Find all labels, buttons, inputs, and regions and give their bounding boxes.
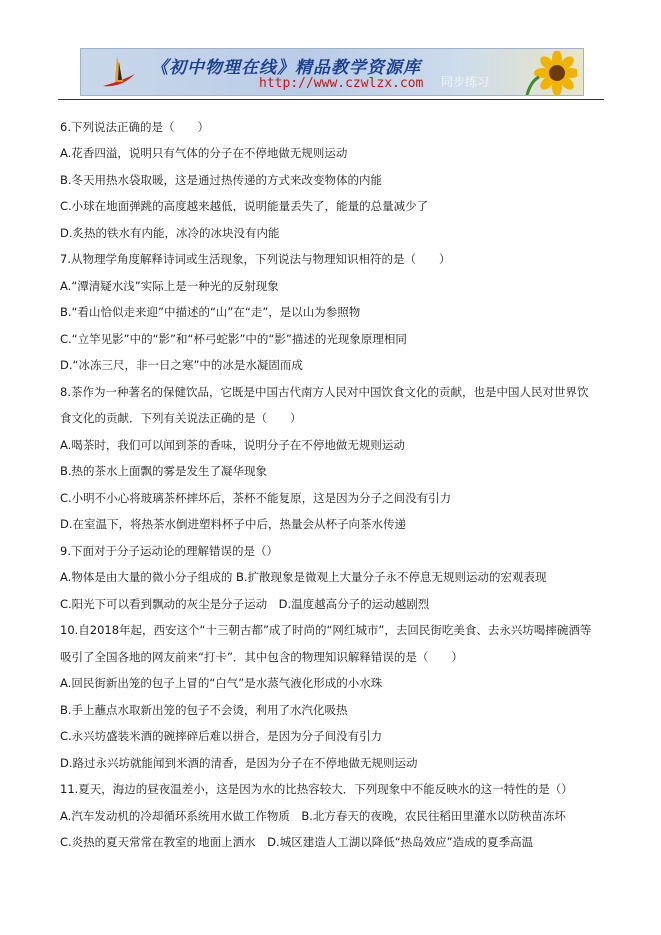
question-10-stem: 10.自2018年起，西安这个“十三朝古都”成了时尚的“网红城市”，去回民街吃美食、去永兴坊喝摔碗酒等 bbox=[60, 623, 592, 637]
question-6-option-a: A.花香四溢，说明只有气体的分子在不停地做无规则运动 bbox=[60, 146, 348, 160]
banner-title: 《初中物理在线》精品教学资源库 bbox=[151, 58, 421, 78]
question-9-options-ab: A.物体是由大量的微小分子组成的 B.扩散现象是微观上大量分子永不停息无规则运动的宏观表现 bbox=[60, 570, 547, 584]
question-8-option-b: B.热的茶水上面飘的雾是发生了凝华现象 bbox=[60, 464, 268, 478]
banner-watermark: 同步练习 bbox=[441, 75, 490, 89]
question-8-option-a: A.喝茶时，我们可以闻到茶的香味，说明分子在不停地做无规则运动 bbox=[60, 438, 405, 452]
question-11-options-cd: C.炎热的夏天常常在教室的地面上洒水 D.城区建造人工湖以降低“热岛效应”造成的夏季高温 bbox=[60, 835, 534, 849]
question-6-option-d: D.炙热的铁水有内能，冰冷的冰块没有内能 bbox=[60, 226, 280, 240]
question-10-stem-cont: 吸引了全国各地的网友前来“打卡”．其中包含的物理知识解释错误的是（ ） bbox=[60, 650, 463, 664]
question-7-option-d: D.“冰冻三尺，非一日之寒”中的冰是水凝固而成 bbox=[60, 358, 303, 372]
sunflower-icon bbox=[519, 51, 577, 95]
question-10-option-a: A.回民街新出笼的包子上冒的“白气”是水蒸气液化形成的小水珠 bbox=[60, 676, 383, 690]
question-7-option-a: A.“潭清疑水浅”实际上是一种光的反射现象 bbox=[60, 279, 279, 293]
question-8-option-d: D.在室温下，将热茶水倒进塑料杯子中后，热量会从杯子向茶水传递 bbox=[60, 517, 407, 531]
header-divider bbox=[58, 99, 604, 100]
question-10-option-c: C.永兴坊盛装米酒的碗摔碎后难以拼合，是因为分子间没有引力 bbox=[60, 729, 383, 743]
question-7-stem: 7.从物理学角度解释诗词或生活现象，下列说法与物理知识相符的是（ ） bbox=[60, 252, 451, 266]
question-6-stem: 6.下列说法正确的是（ ） bbox=[60, 120, 209, 134]
question-9-stem: 9.下面对于分子运动论的理解错误的是（） bbox=[60, 544, 278, 558]
question-7-option-c: C.“立竿见影”中的“影”和“杯弓蛇影”中的“影”描述的光现象原理相同 bbox=[60, 332, 407, 346]
question-8-option-c: C.小明不小心将玻璃茶杯摔坏后，茶杯不能复原，这是因为分子之间没有引力 bbox=[60, 491, 452, 505]
banner-url[interactable]: http://www.czwlzx.com bbox=[259, 76, 424, 91]
question-9-options-cd: C.阳光下可以看到飘动的灰尘是分子运动 D.温度越高分子的运动越剧烈 bbox=[60, 597, 430, 611]
question-6-option-b: B.冬天用热水袋取暖，这是通过热传递的方式来改变物体的内能 bbox=[60, 173, 383, 187]
header-banner bbox=[80, 48, 584, 96]
site-logo-icon bbox=[99, 52, 139, 92]
question-7-option-b: B.“看山恰似走来迎”中描述的“山”在“走”，是以山为参照物 bbox=[60, 305, 361, 319]
question-8-stem: 8.茶作为一种著名的保健饮品，它既是中国古代南方人民对中国饮食文化的贡献，也是中国人民对世界饮 bbox=[60, 385, 589, 399]
question-8-stem-cont: 食文化的贡献．下列有关说法正确的是（ ） bbox=[60, 411, 302, 425]
question-11-options-ab: A.汽车发动机的冷却循环系统用水做工作物质 B.北方春天的夜晚，农民往稻田里灌水以防秧苗冻坏 bbox=[60, 809, 566, 823]
question-10-option-d: D.路过永兴坊就能闻到米酒的清香，是因为分子在不停地做无规则运动 bbox=[60, 756, 418, 770]
question-11-stem: 11.夏天，海边的昼夜温差小，这是因为水的比热容较大．下列现象中不能反映水的这一特性的是（） bbox=[60, 782, 573, 796]
question-10-option-b: B.手上蘸点水取新出笼的包子不会烫，利用了水汽化吸热 bbox=[60, 703, 348, 717]
question-6-option-c: C.小球在地面弹跳的高度越来越低，说明能量丢失了，能量的总量减少了 bbox=[60, 199, 429, 213]
